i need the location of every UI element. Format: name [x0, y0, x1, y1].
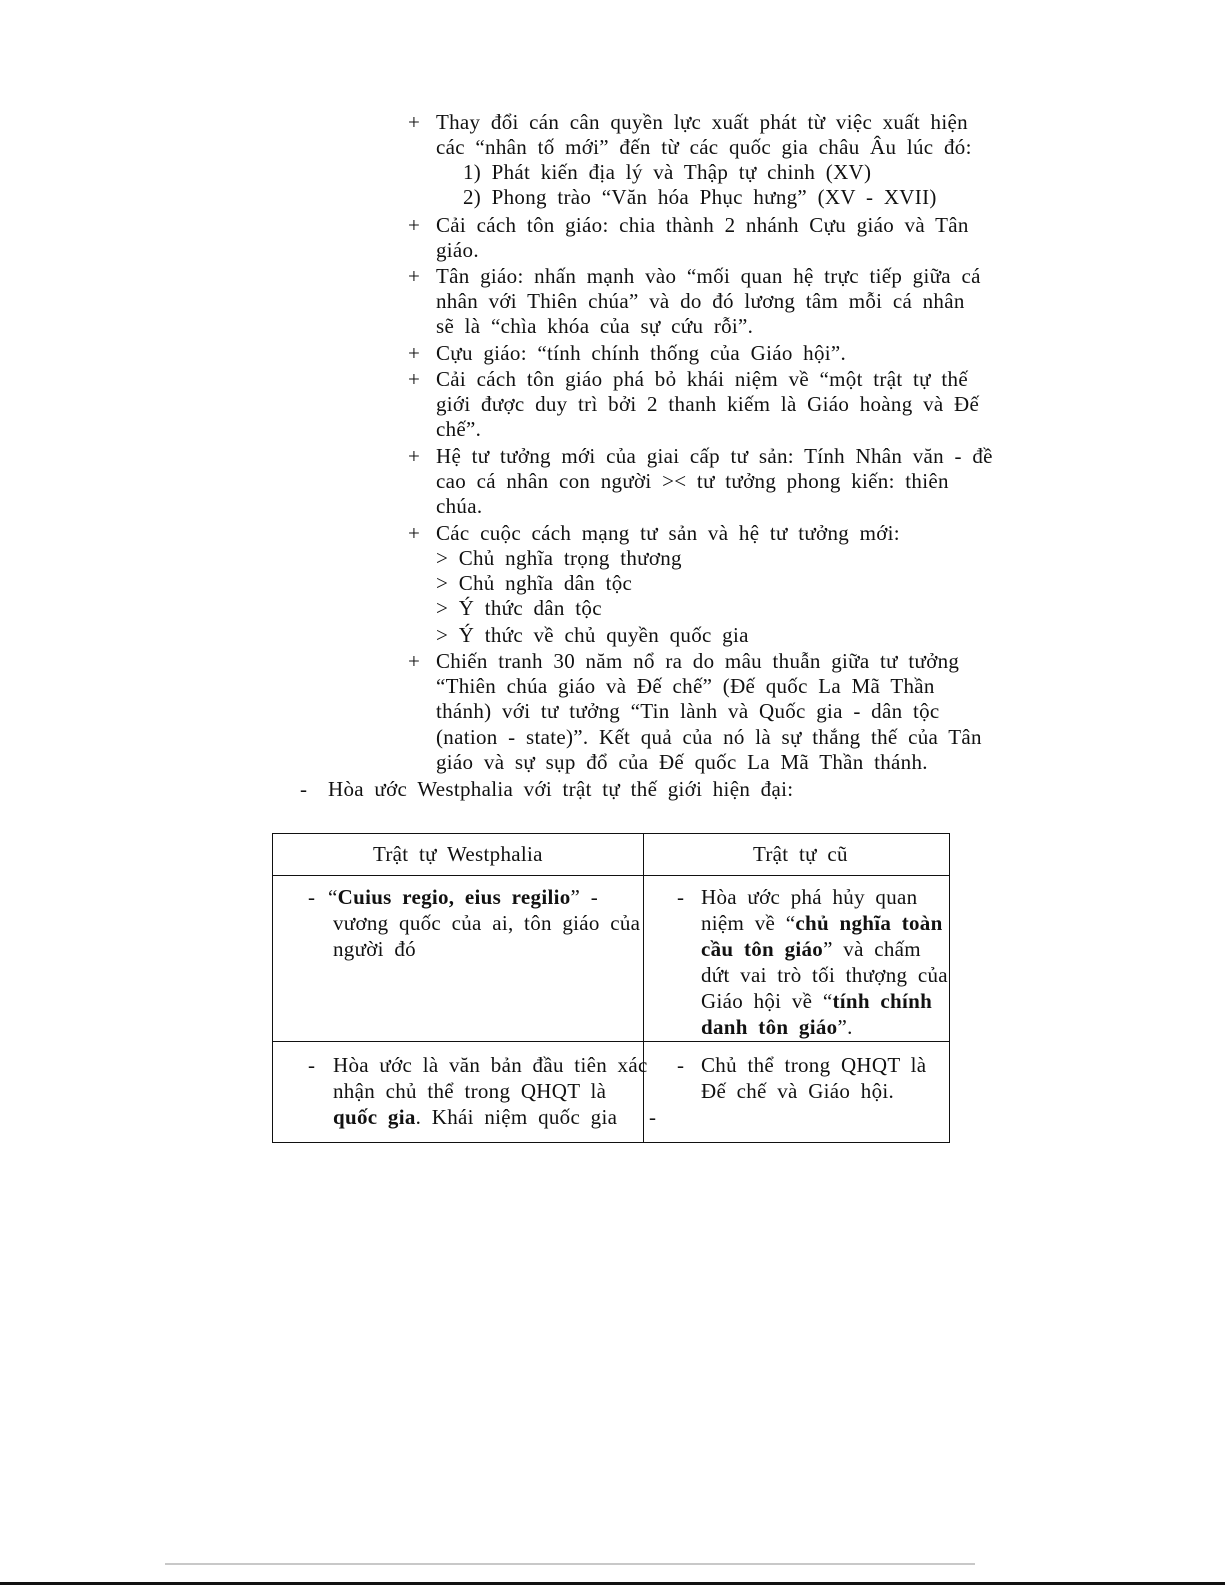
text-line: Cải cách tôn giáo: chia thành 2 nhánh Cựu giáo và Tân [436, 213, 969, 237]
text-line: Cựu giáo: “tính chính thống của Giáo hội”. [436, 341, 847, 365]
plus-marker: + [408, 341, 421, 365]
cell-dash: - [308, 885, 316, 909]
numbered-line: 1) Phát kiến địa lý và Thập tự chinh (XV) [463, 160, 872, 184]
plus-marker: + [408, 649, 421, 673]
cell-line: vương quốc của ai, tôn giáo của [333, 911, 641, 935]
table-divider [273, 1041, 949, 1042]
cell-line: dứt vai trò tối thượng của [701, 963, 948, 987]
cell-dash: - [677, 885, 685, 909]
text-line: sẽ là “chìa khóa của sự cứu rỗi”. [436, 314, 754, 338]
cell-line: người đó [333, 937, 416, 961]
section-heading: Hòa ước Westphalia với trật tự thế giới hiện đại: [328, 777, 794, 801]
text-line: chúa. [436, 494, 483, 518]
text-line: Hệ tư tưởng mới của giai cấp tư sản: Tính Nhân văn - đề [436, 444, 993, 468]
plus-marker: + [408, 367, 421, 391]
text-line: Tân giáo: nhấn mạnh vào “mối quan hệ trực tiếp giữa cá [436, 264, 981, 288]
cell-line: quốc gia. Khái niệm quốc gia [333, 1105, 618, 1129]
text-line: chế”. [436, 417, 482, 441]
text-line: cao cá nhân con người >< tư tưởng phong kiến: thiên [436, 469, 949, 493]
sub-item: > Chủ nghĩa dân tộc [436, 571, 633, 595]
cell-dash: - [308, 1053, 316, 1077]
sub-item: > Ý thức dân tộc [436, 596, 602, 620]
cell-line: Chủ thể trong QHQT là [701, 1053, 927, 1077]
cell-line: nhận chủ thể trong QHQT là [333, 1079, 607, 1103]
text-line: các “nhân tố mới” đến từ các quốc gia châu Âu lúc đó: [436, 135, 972, 159]
cell-line: cầu tôn giáo” và chấm [701, 937, 921, 961]
plus-marker: + [408, 521, 421, 545]
text-line: Thay đổi cán cân quyền lực xuất phát từ việc xuất hiện [436, 110, 968, 134]
sub-item: > Chủ nghĩa trọng thương [436, 546, 682, 570]
plus-marker: + [408, 444, 421, 468]
sub-item: > Ý thức về chủ quyền quốc gia [436, 623, 749, 647]
text-line: Các cuộc cách mạng tư sản và hệ tư tưởng mới: [436, 521, 900, 545]
plus-marker: + [408, 213, 421, 237]
comparison-table [272, 833, 950, 1143]
cell-line: Đế chế và Giáo hội. [701, 1079, 895, 1103]
cell-line: “Cuius regio, eius regilio” - [328, 885, 598, 909]
text-line: giáo. [436, 238, 479, 262]
table-divider [643, 834, 644, 1142]
text-line: giáo và sự sụp đổ của Đế quốc La Mã Thần thánh. [436, 750, 928, 774]
text-line: thánh) với tư tưởng “Tin lành và Quốc gia - dân tộc [436, 699, 940, 723]
numbered-line: 2) Phong trào “Văn hóa Phục hưng” (XV - XVII) [463, 185, 937, 209]
cell-line: Hòa ước là văn bản đầu tiên xác [333, 1053, 648, 1077]
text-line: nhân với Thiên chúa” và do đó lương tâm mỗi cá nhân [436, 289, 965, 313]
table-divider [273, 875, 949, 876]
plus-marker: + [408, 110, 421, 134]
cell-line: danh tôn giáo”. [701, 1015, 853, 1039]
text-line: “Thiên chúa giáo và Đế chế” (Đế quốc La Mã Thần [436, 674, 935, 698]
text-line: (nation - state)”. Kết quả của nó là sự thắng thế của Tân [436, 725, 982, 749]
text-line: Cải cách tôn giáo phá bỏ khái niệm về “một trật tự thế [436, 367, 968, 391]
table-header: Trật tự cũ [753, 842, 848, 866]
dash-marker: - [300, 777, 308, 801]
cell-line: Giáo hội về “tính chính [701, 989, 933, 1013]
text-line: Chiến tranh 30 năm nổ ra do mâu thuẫn giữa tư tưởng [436, 649, 960, 673]
table-header: Trật tự Westphalia [373, 842, 543, 866]
page-divider [165, 1563, 975, 1565]
text-line: giới được duy trì bởi 2 thanh kiếm là Giáo hoàng và Đế [436, 392, 980, 416]
cell-dash: - [649, 1105, 657, 1129]
plus-marker: + [408, 264, 421, 288]
cell-line: Hòa ước phá hủy quan [701, 885, 918, 909]
cell-dash: - [677, 1053, 685, 1077]
cell-line: niệm về “chủ nghĩa toàn [701, 911, 943, 935]
